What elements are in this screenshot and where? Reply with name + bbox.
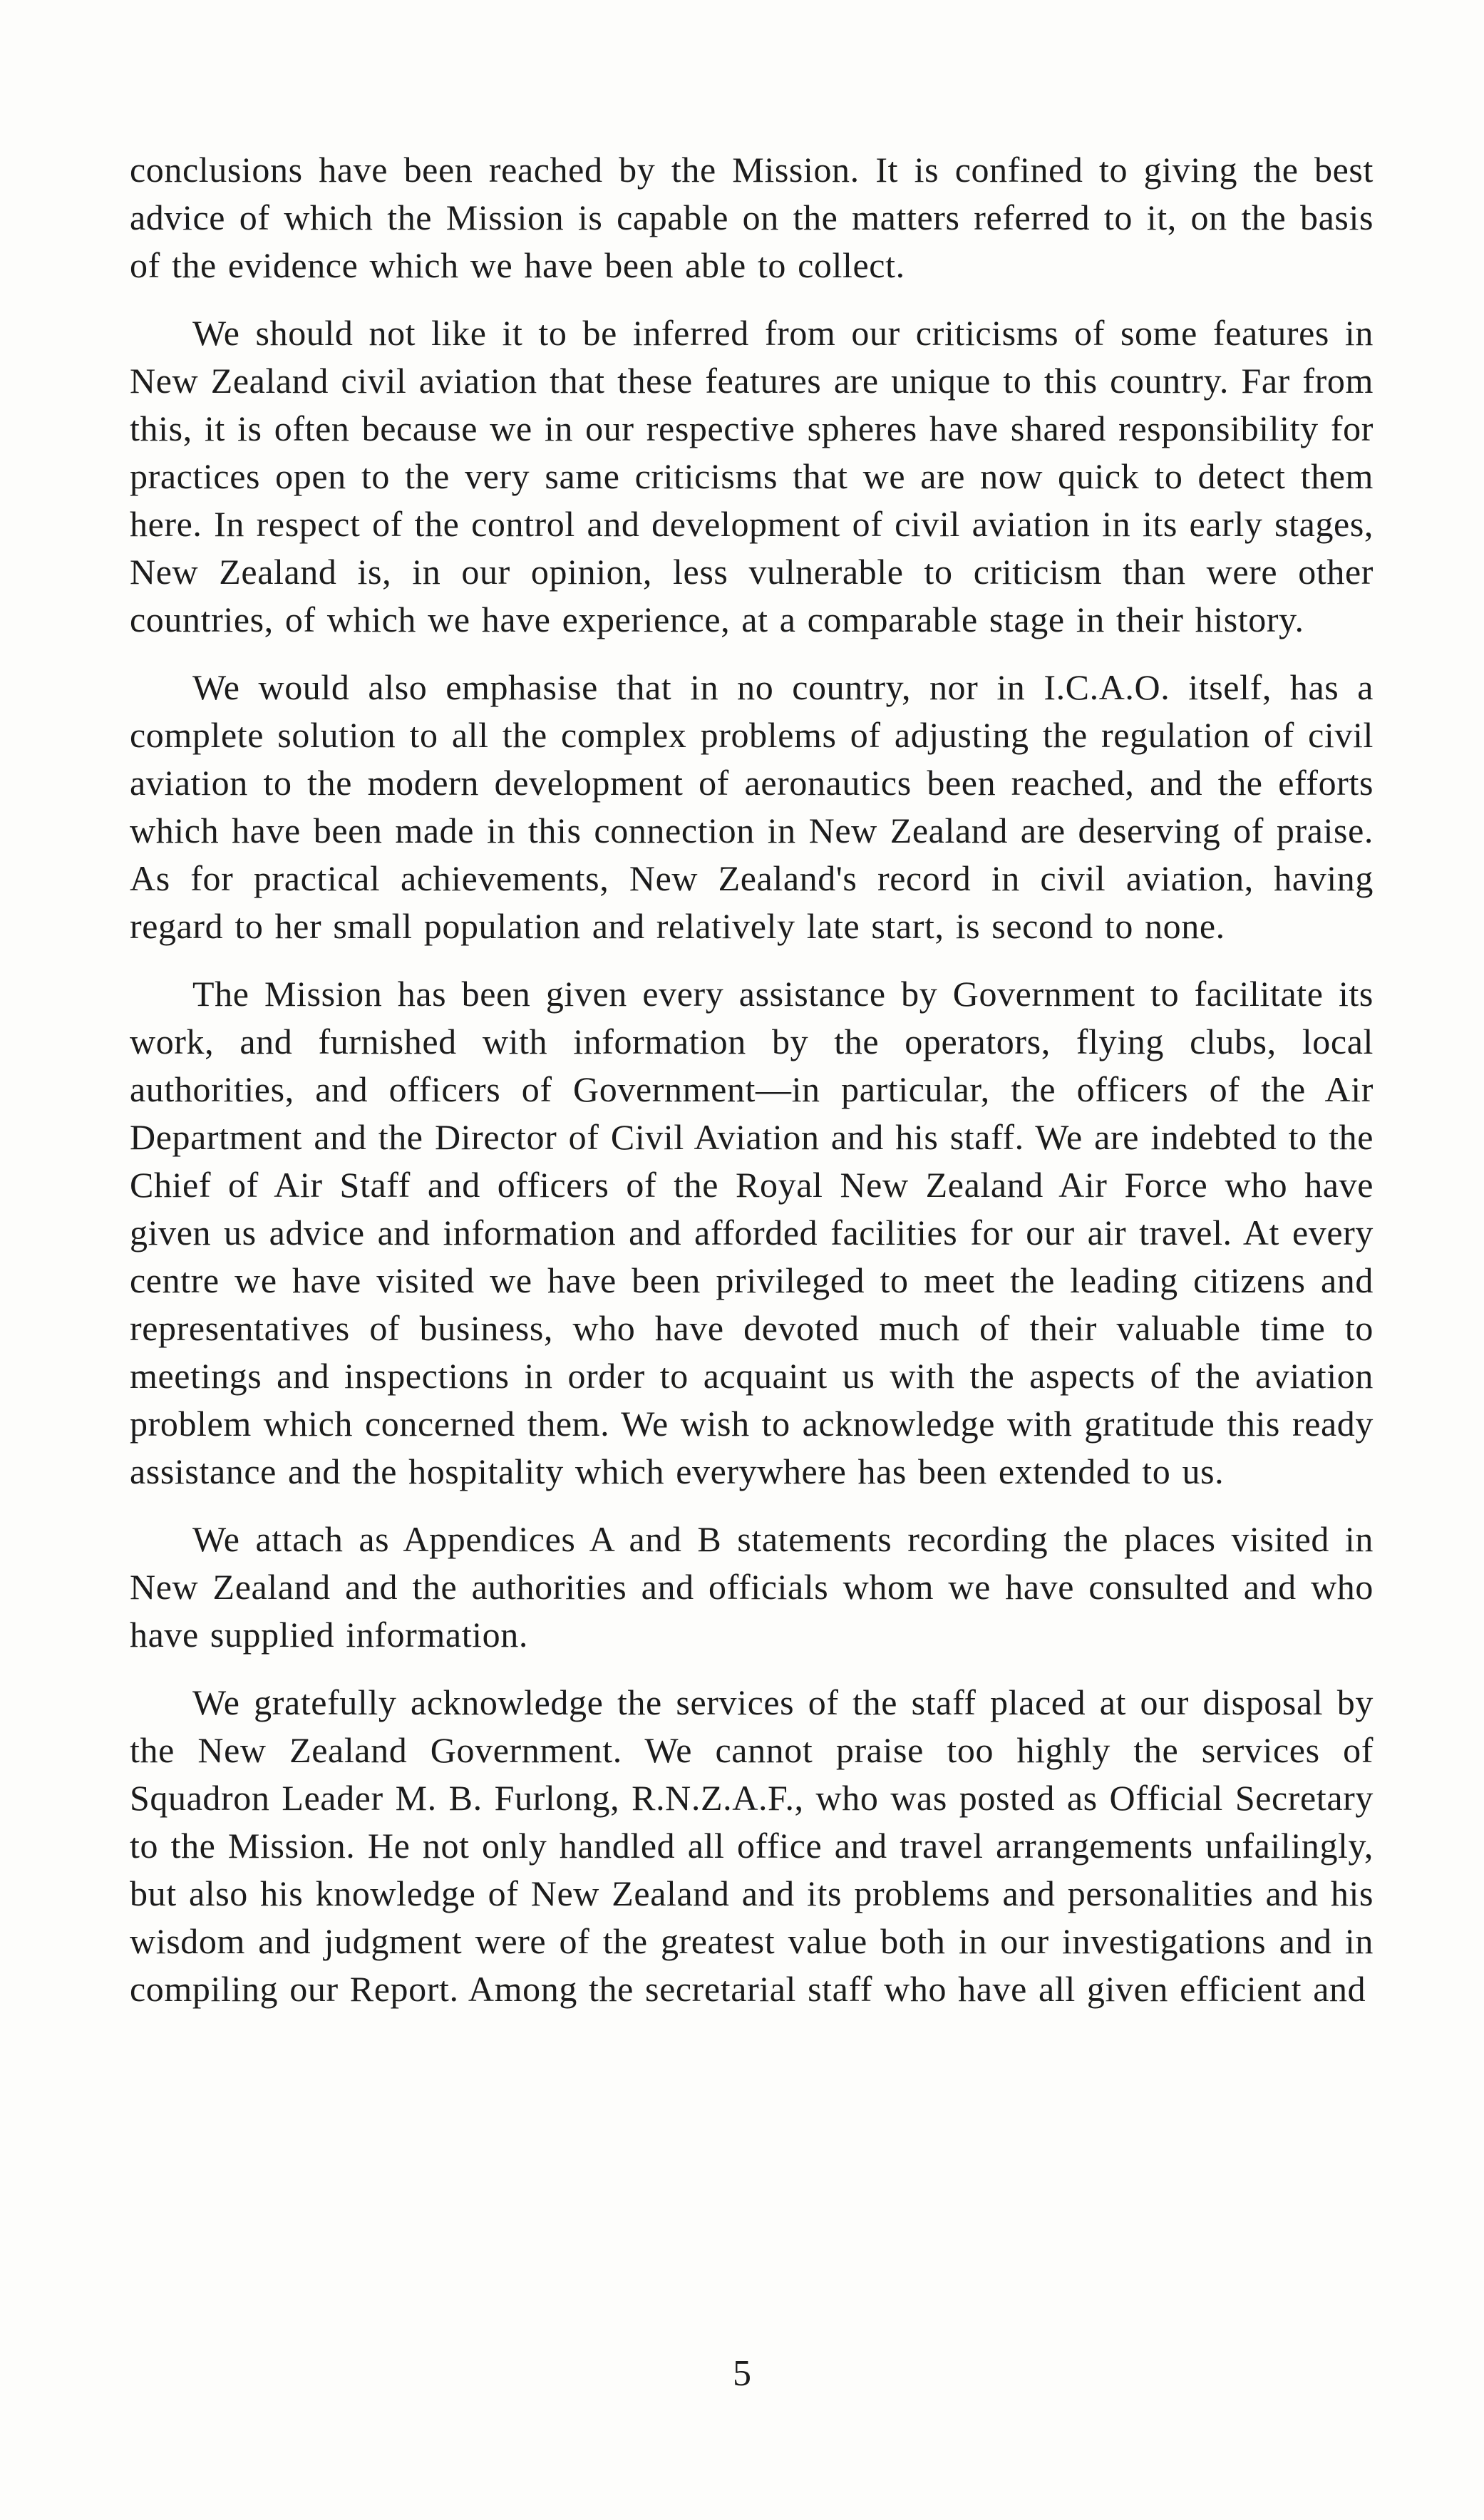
paragraph-criticisms: We should not like it to be inferred from our criticisms of some features in New Zealand civil aviation that these features are unique to this country. Far from this, it is often because we in our respective spheres have shared responsibility for practices open to the very same criticisms that we are now quick to detect them here. In respect of the control and development of civil aviation in its early stages, New Zealand is, in our opinion, less vulnerable to criticism than were other countries, of which we have experience, at a comparable stage in their history. xyxy=(130,313,1374,639)
paragraph-staff: We gratefully acknowledge the services of the staff placed at our disposal by the New Zealand Government. We cannot praise too highly the services of Squadron Leader M. B. Furlong, R.N.Z.A.F., who was posted as Official Secretary to the Mission. He not only handled all office and travel arrangements unfailingly, but also his knowledge of New Zealand and its problems and personalities and his wisdom and judgment were of the greatest value both in our investigations and in compiling our Report. Among the secretarial staff who have all given efficient and xyxy=(130,1682,1374,2009)
paragraph-appendices: We attach as Appendices A and B statements recording the places visited in New Zealand and the authorities and officials whom we have consulted and who have supplied information. xyxy=(130,1519,1374,1655)
paragraph-icao: We would also emphasise that in no country, nor in I.C.A.O. itself, has a complete solution to all the complex problems of adjusting the regulation of civil aviation to the modern development of aeronautics been reached, and the efforts which have been made in this connection in New Zealand are deserving of praise. As for practical achievements, New Zealand's record in civil aviation, having regard to her small population and relatively late start, is second to none. xyxy=(130,667,1374,946)
paragraph-continuation: conclusions have been reached by the Mission. It is confined to giving the best advice of which the Mission is capable on the matters referred to it, on the basis of the evidence which we have been able to collect. xyxy=(130,150,1374,285)
paragraph-assistance: The Mission has been given every assistance by Government to facilitate its work, and furnished with information by the operators, flying clubs, local authorities, and officers of Government—in particular, the officers of the Air Department and the Director of Civil Aviation and his staff. We are indebted to the Chief of Air Staff and officers of the Royal New Zealand Air Force who have given us advice and information and afforded facilities for our air travel. At every centre we have visited we have been privileged to meet the leading citizens and representatives of business, who have devoted much of their valuable time to meetings and inspections in order to acquaint us with the aspects of the aviation problem which concerned them. We wish to acknowledge with gratitude this ready assistance and the hospitality which everywhere has been extended to us. xyxy=(130,974,1374,1491)
body-text xyxy=(130,146,1374,2033)
page-number: 5 xyxy=(733,2353,751,2394)
